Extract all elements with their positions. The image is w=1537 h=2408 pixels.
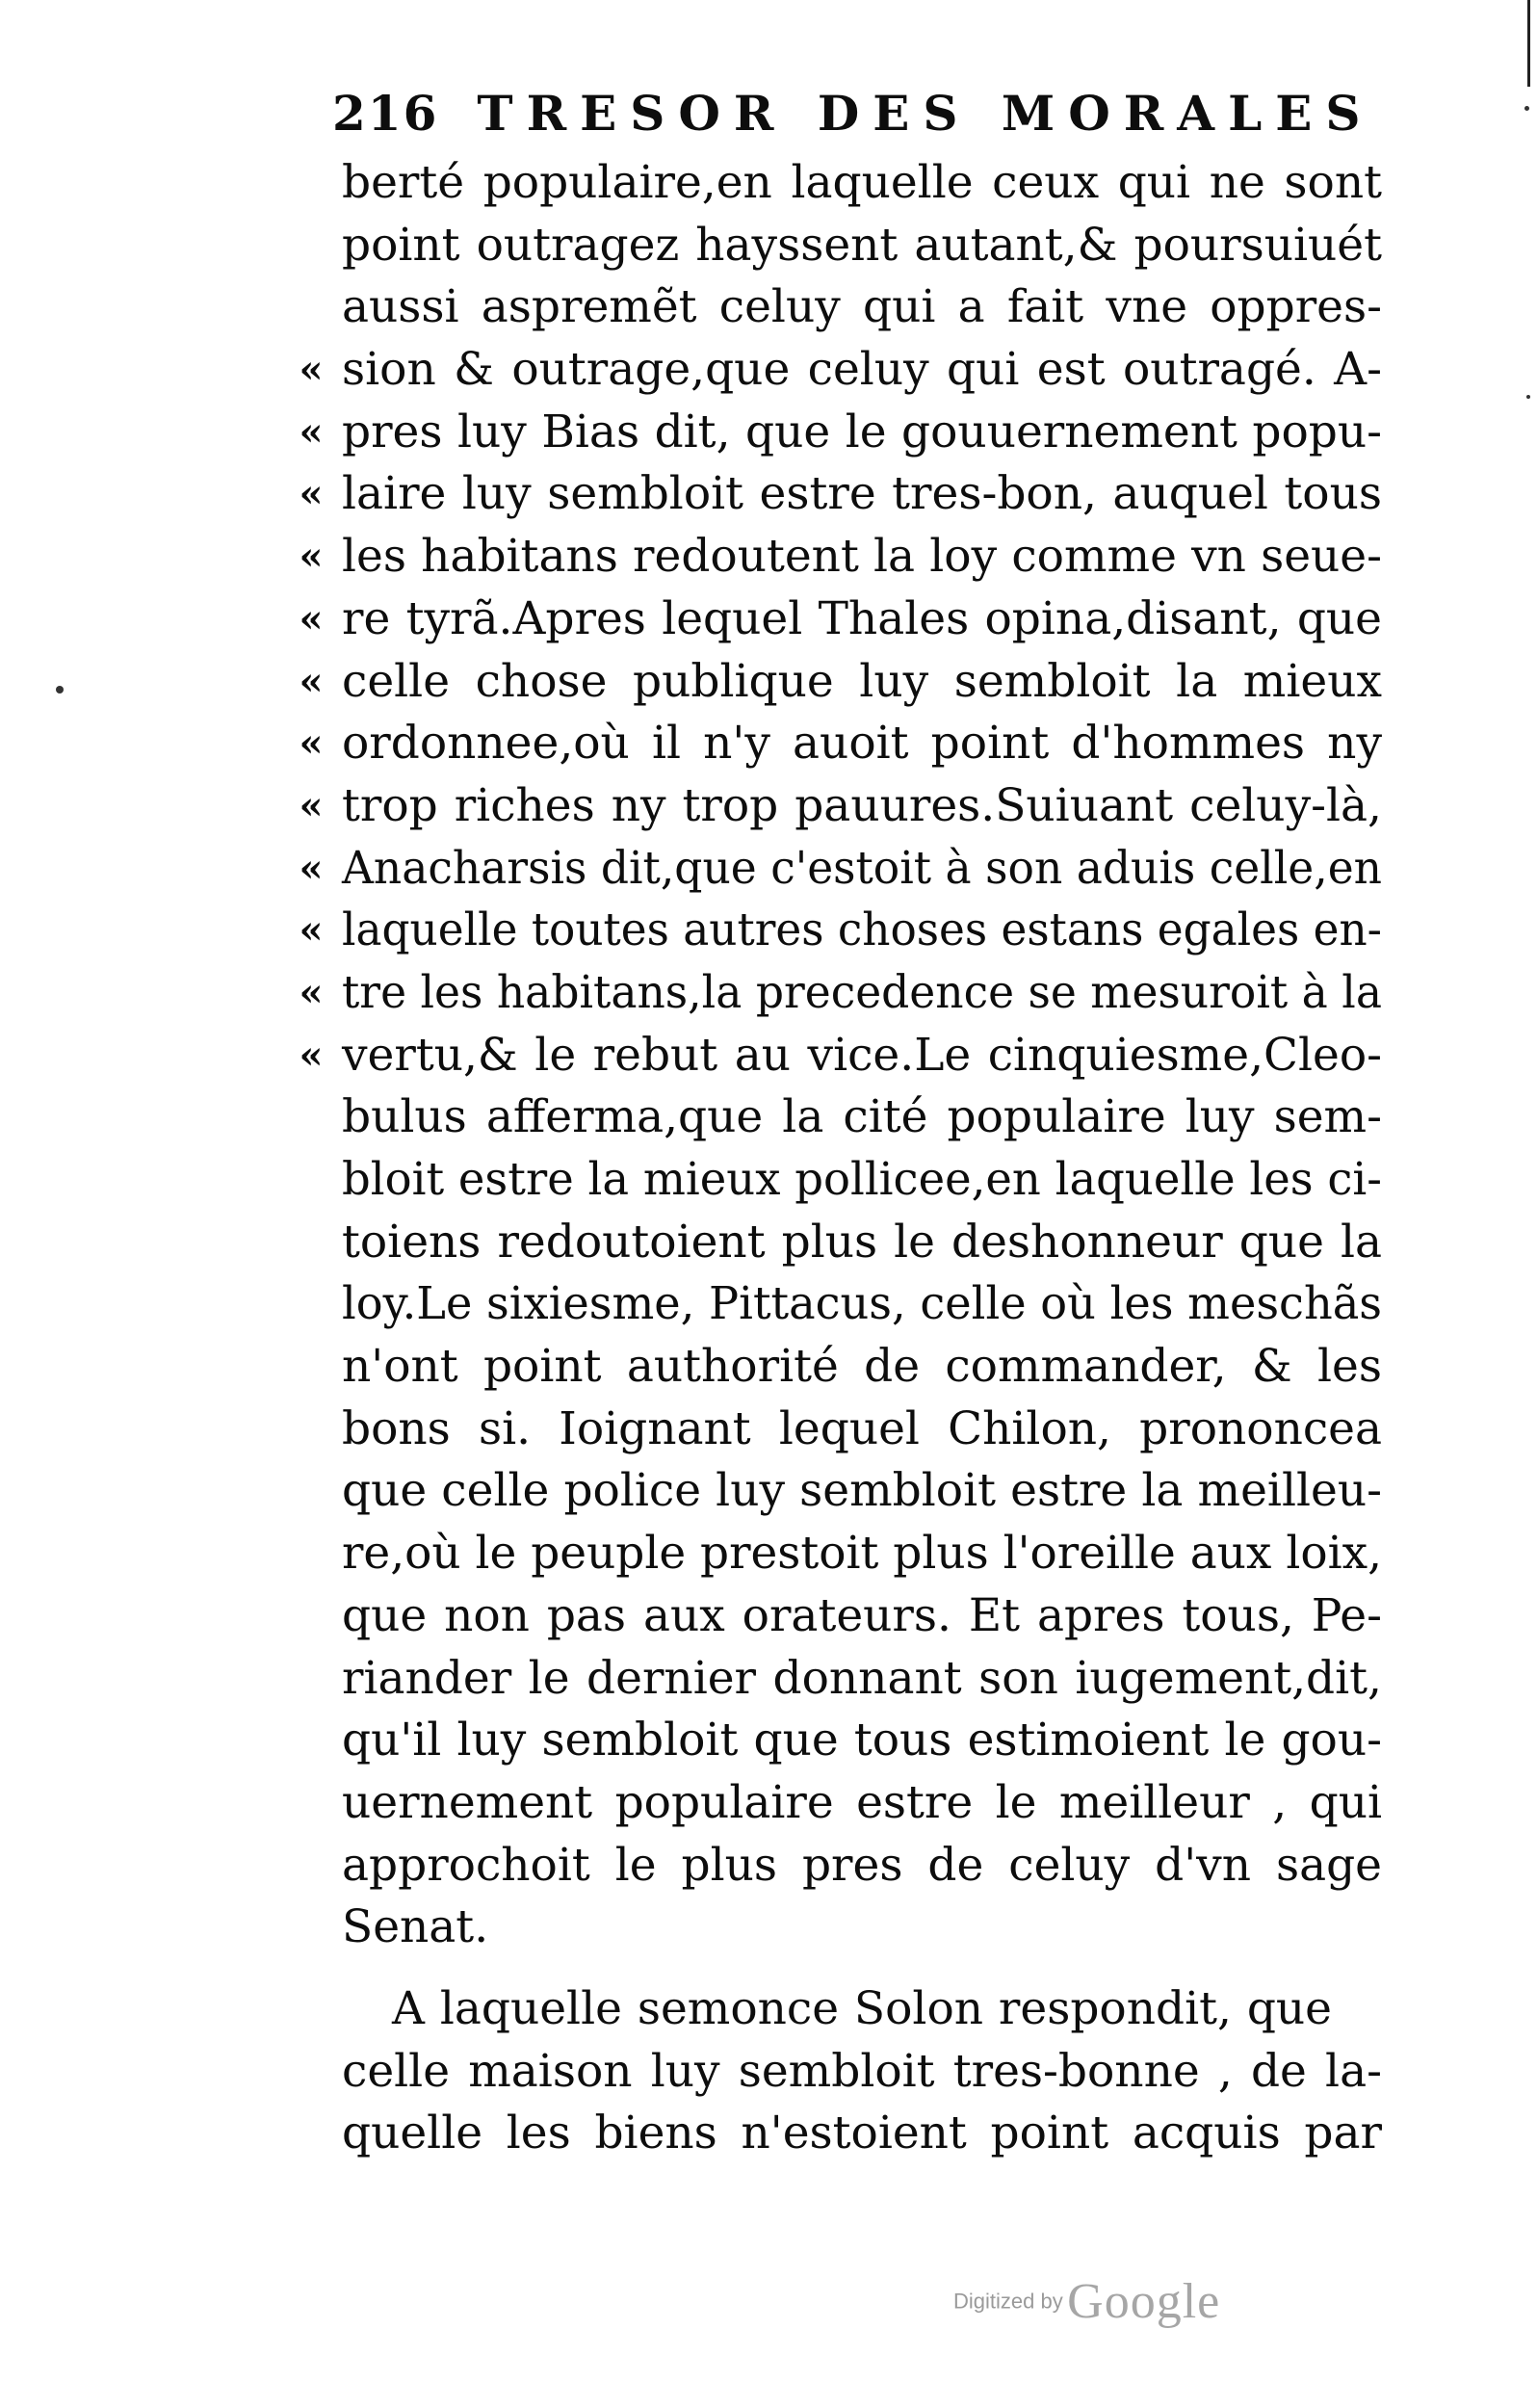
text-line bbox=[342, 1149, 1382, 1212]
line-text: A laquelle semonce Solon respondit, que bbox=[392, 1981, 1332, 2035]
line-text: ordonnee,où il n'y auoit point d'hommes ny bbox=[342, 717, 1382, 771]
digitized-by-label: Digitized by bbox=[953, 2289, 1063, 2314]
body-text bbox=[299, 152, 1382, 2165]
line-text: Anacharsis dit,que c'estoit à son aduis celle,en bbox=[342, 841, 1382, 895]
text-line bbox=[299, 463, 1382, 526]
line-text: tre les habitans,la precedence se mesuroit à la bbox=[342, 965, 1382, 1019]
quotation-marker: « bbox=[299, 845, 324, 891]
quotation-marker: « bbox=[299, 471, 324, 517]
line-text: point outragez hayssent autant,& poursuiuét bbox=[342, 218, 1382, 272]
text-line bbox=[342, 1273, 1382, 1336]
text-line bbox=[342, 1772, 1382, 1835]
text-line bbox=[342, 1978, 1382, 2041]
line-text: Senat. bbox=[342, 1900, 489, 1954]
line-text: bulus afferma,que la cité populaire luy sem- bbox=[342, 1090, 1382, 1144]
line-text: trop riches ny trop pauures.Suiuant celuy-là, bbox=[342, 778, 1382, 832]
line-text: pres luy Bias dit, que le gouuernement popu- bbox=[342, 405, 1382, 458]
text-line bbox=[342, 1460, 1382, 1523]
text-line bbox=[299, 900, 1382, 962]
text-line bbox=[342, 152, 1382, 215]
digitizer-brand: Google bbox=[1067, 2274, 1221, 2329]
line-text: aussi aspremẽt celuy qui a fait vne oppres- bbox=[342, 280, 1382, 334]
line-text: loy.Le sixiesme, Pittacus, celle où les meschãs bbox=[342, 1277, 1382, 1331]
text-line bbox=[342, 2041, 1382, 2104]
text-line bbox=[299, 402, 1382, 464]
page-edge-line bbox=[1527, 0, 1530, 87]
text-line bbox=[342, 276, 1382, 339]
text-line bbox=[299, 526, 1382, 589]
text-line bbox=[299, 838, 1382, 901]
text-line bbox=[342, 1086, 1382, 1149]
line-text: qu'il luy sembloit que tous estimoient le gou- bbox=[342, 1714, 1382, 1767]
line-text: que celle police luy sembloit estre la meilleu- bbox=[342, 1464, 1382, 1518]
line-text: toiens redoutoient plus le deshonneur que la bbox=[342, 1215, 1382, 1269]
line-text: celle chose publique luy sembloit la mieux bbox=[342, 654, 1382, 708]
quotation-marker: « bbox=[299, 658, 324, 704]
text-line bbox=[342, 1336, 1382, 1399]
line-text: les habitans redoutent la loy comme vn seue- bbox=[342, 530, 1382, 584]
line-text: sion & outrage,que celuy qui est outragé. A- bbox=[342, 343, 1382, 397]
text-line bbox=[342, 1212, 1382, 1274]
page-number: 216 bbox=[332, 85, 439, 142]
ink-speck bbox=[56, 686, 64, 694]
line-text: celle maison luy sembloit tres-bonne , de la- bbox=[342, 2044, 1382, 2098]
quotation-marker: « bbox=[299, 1032, 324, 1078]
quotation-marker: « bbox=[299, 969, 324, 1015]
line-text: bloit estre la mieux pollicee,en laquelle les ci- bbox=[342, 1153, 1382, 1206]
text-line bbox=[342, 1835, 1382, 1898]
line-text: quelle les biens n'estoient point acquis par bbox=[342, 2107, 1382, 2160]
quotation-marker: « bbox=[299, 782, 324, 828]
line-text: berté populaire,en laquelle ceux qui ne sont bbox=[342, 156, 1382, 209]
line-text: uernement populaire estre le meilleur , qui bbox=[342, 1775, 1382, 1829]
running-title: TRESOR DES MORALES bbox=[477, 85, 1374, 142]
paragraph-gap bbox=[342, 1959, 1382, 1978]
text-line bbox=[299, 775, 1382, 838]
quotation-marker: « bbox=[299, 907, 324, 954]
quotation-marker: « bbox=[299, 720, 324, 767]
text-line bbox=[342, 1710, 1382, 1772]
text-line bbox=[342, 1399, 1382, 1461]
line-text: laquelle toutes autres choses estans egales en- bbox=[342, 903, 1382, 957]
text-line bbox=[342, 1585, 1382, 1648]
line-text: riander le dernier donnant son iugement,dit, bbox=[342, 1651, 1382, 1705]
text-line bbox=[299, 713, 1382, 775]
quotation-marker: « bbox=[299, 595, 324, 641]
text-line bbox=[299, 339, 1382, 402]
line-text: que non pas aux orateurs. Et apres tous, Pe- bbox=[342, 1588, 1382, 1642]
text-line bbox=[299, 589, 1382, 651]
line-text: re,où le peuple prestoit plus l'oreille aux loix, bbox=[342, 1527, 1382, 1581]
text-line bbox=[342, 1648, 1382, 1711]
text-line bbox=[299, 962, 1382, 1025]
text-line bbox=[299, 1025, 1382, 1087]
line-text: vertu,& le rebut au vice.Le cinquiesme,Cleo- bbox=[342, 1028, 1382, 1082]
line-text: laire luy sembloit estre tres-bon, auquel tous bbox=[342, 467, 1382, 521]
text-line bbox=[342, 215, 1382, 277]
line-text: re tyrã.Apres lequel Thales opina,disant, que bbox=[342, 591, 1382, 645]
text-line bbox=[342, 1897, 1382, 1959]
quotation-marker: « bbox=[299, 347, 324, 393]
text-line bbox=[342, 2103, 1382, 2165]
line-text: n'ont point authorité de commander, & les bbox=[342, 1340, 1382, 1394]
digitization-watermark bbox=[953, 2273, 1220, 2330]
text-line bbox=[342, 1523, 1382, 1585]
quotation-marker: « bbox=[299, 534, 324, 580]
running-header bbox=[332, 85, 1373, 142]
line-text: approchoit le plus pres de celuy d'vn sage bbox=[342, 1838, 1382, 1892]
quotation-marker: « bbox=[299, 408, 324, 455]
line-text: bons si. Ioignant lequel Chilon, prononcea bbox=[342, 1401, 1382, 1455]
ink-speck bbox=[1526, 395, 1530, 399]
ink-speck bbox=[1524, 106, 1529, 111]
text-line bbox=[299, 651, 1382, 714]
